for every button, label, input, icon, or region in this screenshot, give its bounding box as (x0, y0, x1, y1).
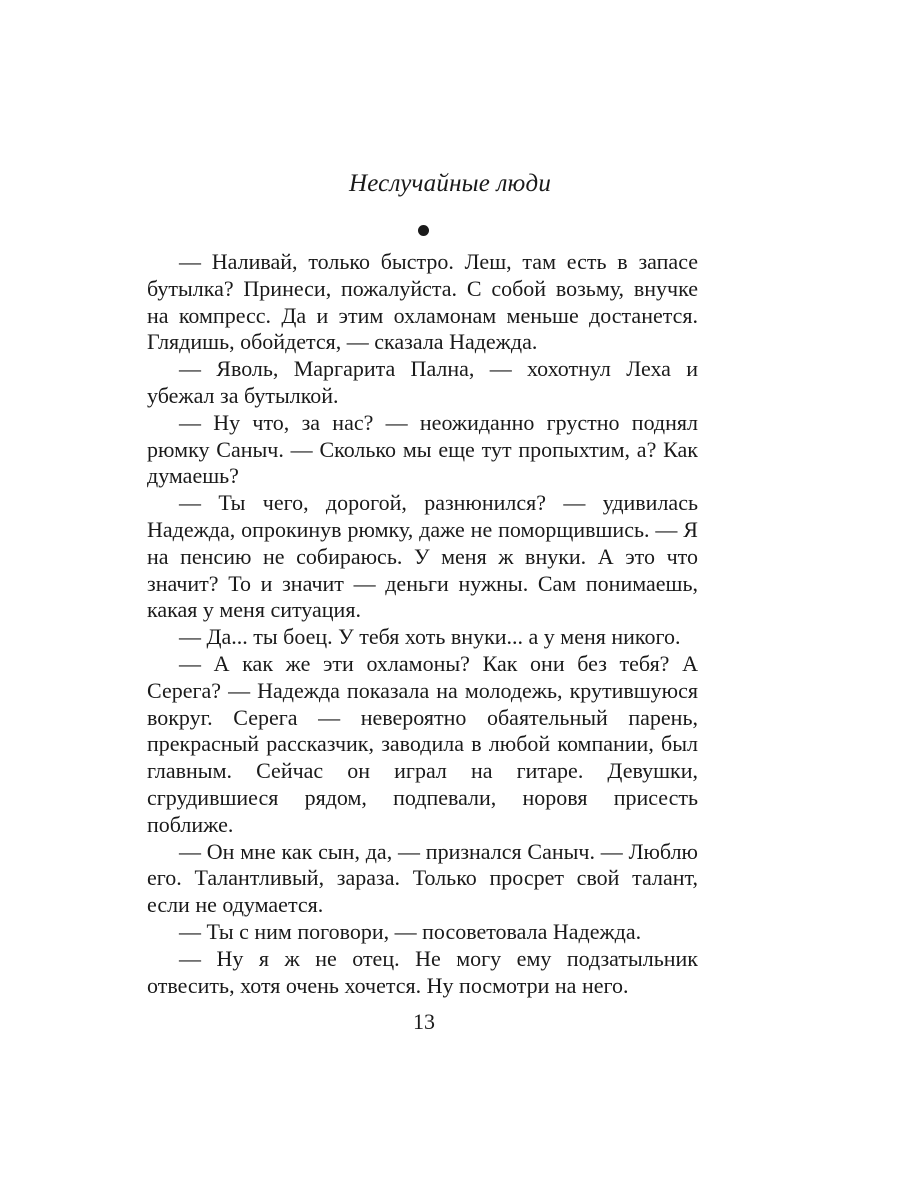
bullet-ornament (418, 225, 429, 236)
paragraph: — Ты чего, дорогой, разнюнился? — удивилась Надежда, опрокинув рюмку, даже не поморщившись. — Я на пенсию не собираюсь. У меня ж внуки. А это что значит? То и значит — деньги нужны. Сам понимаешь, какая у меня ситуация. (147, 490, 698, 623)
page-number: 13 (413, 1009, 435, 1034)
paragraph: — Да... ты боец. У тебя хоть внуки... а у меня никого. (179, 624, 681, 650)
paragraph: — Наливай, только быстро. Леш, там есть в запасе бутылка? Принеси, пожалуйста. С собой возьму, внучке на компресс. Да и этим охламонам меньше достанется. Глядишь, обойдется, — сказала Надежда. (147, 249, 698, 355)
paragraph: — Ну что, за нас? — неожиданно грустно поднял рюмку Саныч. — Сколько мы еще тут пропыхтим, а? Как думаешь? (147, 409, 698, 489)
paragraph: — Ну я ж не отец. Не могу ему подзатыльник отвесить, хотя очень хочется. Ну посмотри на него. (147, 945, 698, 998)
body-text (147, 249, 698, 999)
paragraph: — Ты с ним поговори, — посоветовала Надежда. (179, 918, 642, 944)
paragraph: — А как же эти охламоны? Как они без тебя? А Серега? — Надежда показала на молодежь, крутившуюся вокруг. Серега — невероятно обаятельный парень, прекрасный рассказчик, заводила в любой компании, был главным. Сейчас он играл на гитаре. Девушки, сгрудившиеся рядом, подпевали, норовя присесть поближе. (147, 650, 698, 837)
running-title: Неслучайные люди (348, 170, 552, 197)
paragraph: — Яволь, Маргарита Пална, — хохотнул Леха и убежал за бутылкой. (147, 356, 698, 408)
paragraph: — Он мне как сын, да, — признался Саныч. — Люблю его. Талантливый, зараза. Только просрет свой талант, если не одумается. (147, 838, 698, 918)
